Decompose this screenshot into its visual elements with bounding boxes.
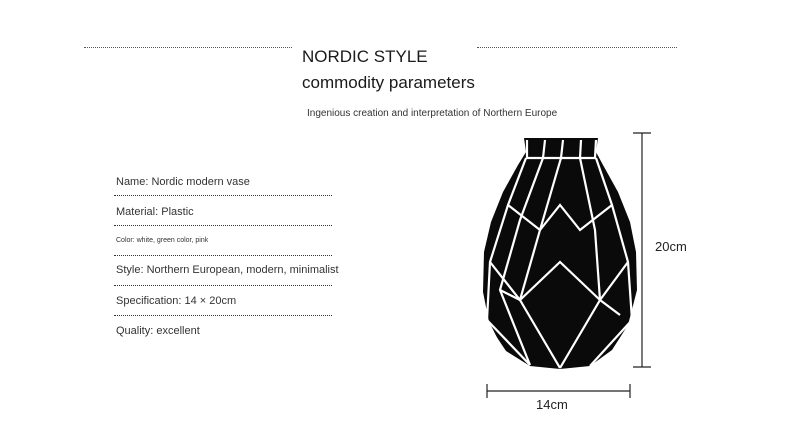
width-label: 14cm — [536, 397, 568, 412]
height-dimension-marker — [633, 133, 651, 367]
param-style: Style: Northern European, modern, minimalist — [116, 264, 339, 276]
vase-body — [483, 138, 637, 369]
height-label: 20cm — [655, 239, 687, 254]
param-specification: Specification: 14 × 20cm — [116, 295, 237, 307]
page-subtitle: Ingenious creation and interpretation of Northern Europe — [307, 108, 558, 119]
param-material: Material: Plastic — [116, 206, 194, 218]
page-title: NORDIC STYLE commodity parameters — [302, 47, 475, 92]
param-color: Color: white, green color, pink — [116, 237, 209, 244]
width-dimension-marker — [487, 384, 630, 398]
param-quality: Quality: excellent — [116, 325, 200, 337]
param-name: Name: Nordic modern vase — [116, 176, 250, 188]
